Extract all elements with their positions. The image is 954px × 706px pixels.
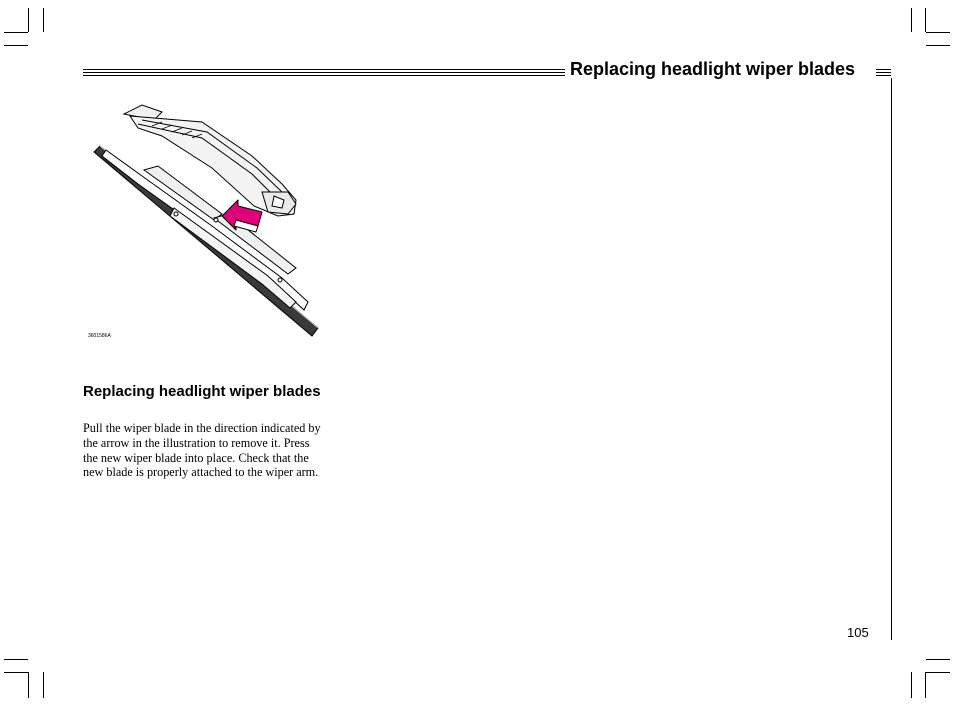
page-title: Replacing headlight wiper blades — [570, 59, 856, 79]
section-body: Pull the wiper blade in the direction indicated by the arrow in the illustration to remove it. Press the new wiper blade into place. Check that the new blade is properly attached to the wiper arm. — [83, 421, 321, 480]
figure-code: 3601586A — [88, 333, 111, 339]
wiper-blade — [94, 146, 318, 336]
page-number: 105 — [847, 625, 869, 640]
section-heading: Replacing headlight wiper blades — [83, 383, 321, 400]
margin-rule — [891, 78, 892, 640]
wiper-blade-illustration — [82, 96, 328, 344]
